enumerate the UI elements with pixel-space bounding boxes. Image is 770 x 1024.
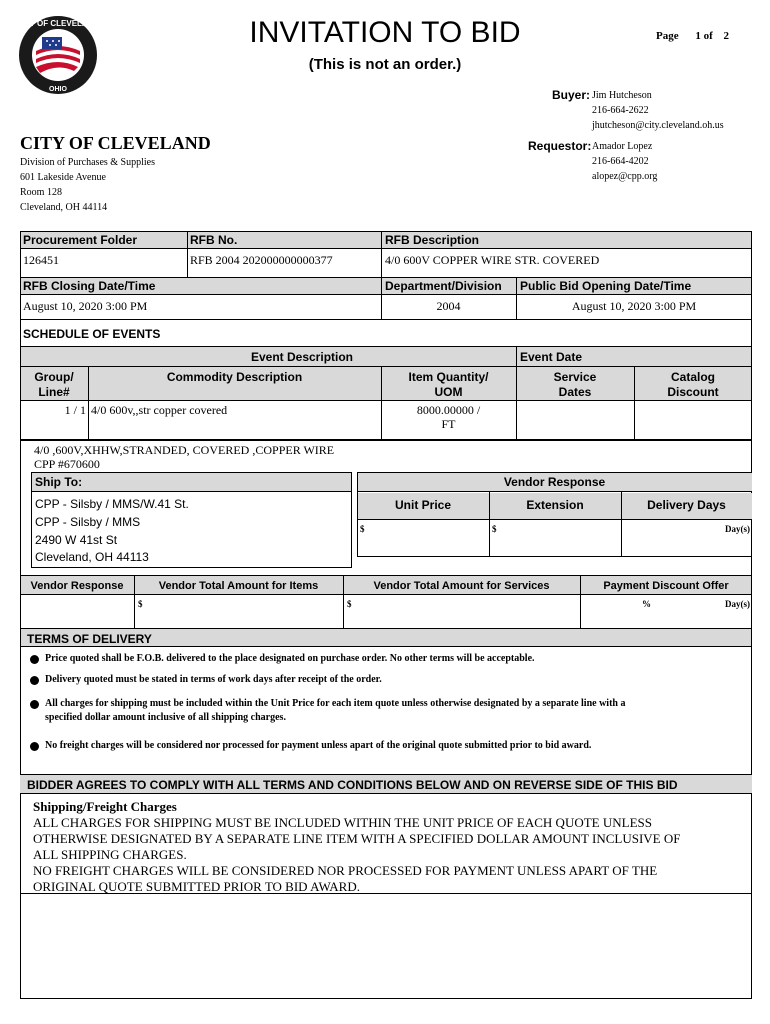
rfb-description-value: 4/0 600V COPPER WIRE STR. COVERED (385, 253, 600, 267)
ship-to-line1: CPP - Silsby / MMS/W.41 St. (35, 497, 189, 511)
service-dates-header (516, 370, 634, 400)
term-bullet-icon (30, 700, 39, 709)
department-division-label: Department/Division (385, 279, 502, 293)
ship-to-label: Ship To: (35, 475, 83, 489)
term-2: Delivery quoted must be stated in terms of work days after receipt of the order. (45, 674, 382, 685)
page-indicator (656, 30, 729, 42)
procurement-folder-label: Procurement Folder (23, 233, 138, 247)
city-division: Division of Purchases & Supplies (20, 157, 155, 168)
term-3b: specified dollar amount inclusive of all shipping charges. (45, 712, 286, 723)
svg-text:OHIO: OHIO (49, 86, 67, 93)
item-quantity-header-2: UOM (434, 385, 463, 399)
page-label: Page (656, 30, 679, 42)
requestor-name: Amador Lopez (592, 141, 653, 152)
item-line-number: 1 / 1 (64, 403, 86, 417)
buyer-email: jhutcheson@city.cleveland.oh.us (592, 120, 724, 131)
term-bullet-icon (30, 742, 39, 751)
catalog-discount-header-2: Discount (667, 385, 719, 399)
group-line-header (20, 370, 88, 400)
payment-discount-days-input[interactable]: Day(s) (725, 599, 750, 609)
bid-opening-label: Public Bid Opening Date/Time (520, 279, 692, 293)
extension-input[interactable]: $ (492, 524, 497, 534)
procurement-folder-value: 126451 (23, 253, 59, 267)
ship-to-line4: Cleveland, OH 44113 (35, 550, 149, 564)
item-long-description-1: 4/0 ,600V,XHHW,STRANDED, COVERED ,COPPER WIRE (34, 443, 335, 457)
buyer-phone: 216-664-2622 (592, 105, 649, 116)
agree-text-5: ORIGINAL QUOTE SUBMITTED PRIOR TO BID AWARD. (33, 879, 360, 894)
schedule-of-events-title: SCHEDULE OF EVENTS (23, 327, 161, 341)
total-items-input[interactable]: $ (138, 599, 143, 609)
vendor-response-title: Vendor Response (503, 475, 606, 489)
requestor-email: alopez@cpp.org (592, 171, 658, 182)
unit-price-header: Unit Price (394, 498, 451, 512)
vendor-response-input[interactable] (22, 598, 132, 626)
department-division-value: 2004 (436, 299, 461, 313)
rfb-no-label: RFB No. (190, 233, 238, 247)
ship-to-line2: CPP - Silsby / MMS (35, 515, 141, 529)
ship-to-line3: 2490 W 41st St (35, 533, 118, 547)
unit-price-input[interactable]: $ (360, 524, 365, 534)
document-title: INVITATION TO BID (249, 16, 521, 49)
agree-text-1: ALL CHARGES FOR SHIPPING MUST BE INCLUDED WITHIN THE UNIT PRICE OF EACH QUOTE UNLESS (33, 815, 652, 830)
item-quantity-header (381, 370, 516, 400)
item-description: 4/0 600v,,str copper covered (91, 403, 228, 417)
catalog-discount-header (634, 370, 752, 400)
item-quantity-uom (381, 403, 516, 431)
item-quantity: 8000.00000 / (416, 403, 481, 417)
extension-header: Extension (526, 498, 584, 512)
bidder-agrees-title: BIDDER AGREES TO COMPLY WITH ALL TERMS AND CONDITIONS BELOW AND ON REVERSE SIDE OF THIS BID (27, 778, 678, 792)
document-subtitle: (This is not an order.) (308, 56, 462, 73)
term-4: No freight charges will be considered nor processed for payment unless apart of the original quote submitted prior to bid award. (45, 740, 592, 751)
delivery-days-header: Delivery Days (647, 498, 726, 512)
group-line-header-1: Group/ (34, 370, 74, 384)
buyer-label: Buyer: (552, 88, 591, 102)
requestor-label: Requestor: (528, 139, 592, 153)
service-dates-header-1: Service (553, 370, 597, 384)
term-bullet-icon (30, 676, 39, 685)
rfb-closing-label: RFB Closing Date/Time (23, 279, 156, 293)
rfb-closing-value: August 10, 2020 3:00 PM (23, 299, 148, 313)
item-uom: FT (441, 417, 456, 431)
event-description-header: Event Description (250, 350, 354, 364)
city-citystate: Cleveland, OH 44114 (20, 202, 108, 213)
rfb-description-label: RFB Description (385, 233, 480, 247)
group-line-header-2: Line# (38, 385, 70, 399)
term-bullet-icon (30, 655, 39, 664)
term-1: Price quoted shall be F.O.B. delivered to the place designated on purchase order. No other terms will be acceptable. (45, 653, 535, 664)
item-quantity-header-1: Item Quantity/ (408, 370, 489, 384)
commodity-description-header: Commodity Description (166, 370, 303, 384)
page-number: 1 of (695, 30, 713, 42)
payment-discount-percent-input[interactable]: % (642, 599, 651, 609)
agree-text-4: NO FREIGHT CHARGES WILL BE CONSIDERED NOR PROCESSED FOR PAYMENT UNLESS APART OF THE (33, 863, 658, 878)
agree-text-2: OTHERWISE DESIGNATED BY A SEPARATE LINE ITEM WITH A SPECIFIED DOLLAR AMOUNT INCLUSIVE OF (33, 831, 681, 846)
city-street: 601 Lakeside Avenue (20, 172, 106, 183)
bid-opening-value: August 10, 2020 3:00 PM (571, 299, 697, 313)
terms-of-delivery-title: TERMS OF DELIVERY (27, 632, 152, 646)
city-room: Room 128 (20, 187, 62, 198)
payment-discount-header: Payment Discount Offer (603, 580, 729, 592)
page-total: 2 (723, 30, 730, 42)
total-services-input[interactable]: $ (347, 599, 352, 609)
item-long-description-2: CPP #670600 (34, 457, 100, 471)
term-3a: All charges for shipping must be included within the Unit Price for each item quote unless otherwise designated by a separate line with a (45, 698, 626, 709)
delivery-days-input[interactable]: Day(s) (725, 524, 750, 534)
agree-text-3: ALL SHIPPING CHARGES. (33, 847, 187, 862)
rfb-no-value: RFB 2004 202000000000377 (190, 253, 333, 267)
total-services-header: Vendor Total Amount for Services (373, 580, 550, 592)
buyer-name: Jim Hutcheson (592, 90, 652, 101)
city-name: CITY OF CLEVELAND (20, 133, 211, 153)
event-date-header: Event Date (520, 350, 583, 364)
catalog-discount-header-1: Catalog (670, 370, 715, 384)
totals-vendor-response-header: Vendor Response (30, 580, 124, 592)
service-dates-header-2: Dates (558, 385, 592, 399)
svg-text:CITY OF CLEVELAND: CITY OF CLEVELAND (18, 19, 98, 28)
requestor-phone: 216-664-4202 (592, 156, 649, 167)
total-items-header: Vendor Total Amount for Items (158, 580, 319, 592)
shipping-freight-heading: Shipping/Freight Charges (33, 799, 177, 814)
